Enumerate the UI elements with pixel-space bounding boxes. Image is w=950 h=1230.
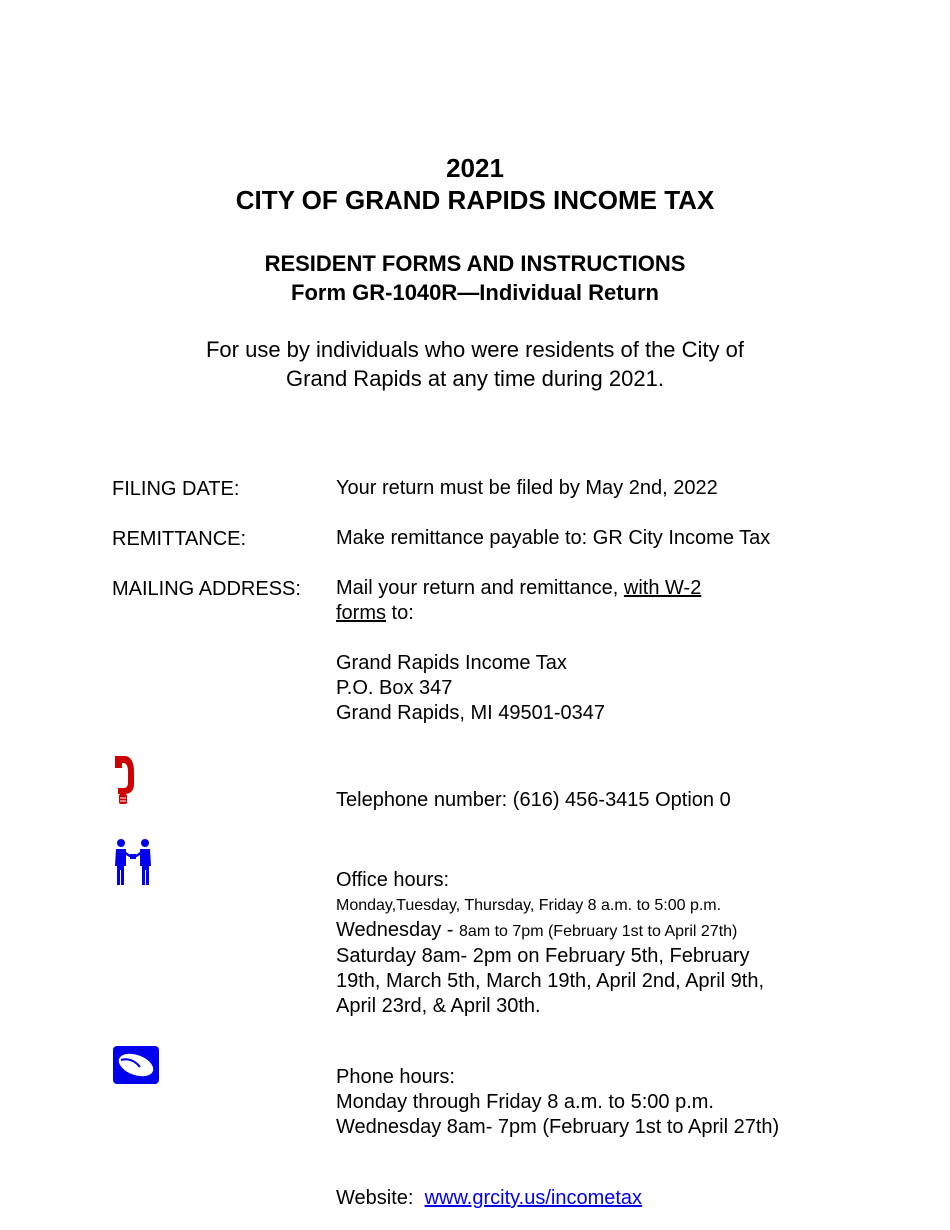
mailing-text-underline-1: with W-2 [623,577,702,599]
website-label: Website: [336,1187,425,1209]
address-line-2: P.O. Box 347 [336,677,453,699]
address-line-1: Grand Rapids Income Tax [336,652,567,674]
office-hours-heading: Office hours: [336,869,450,891]
document-subtitle: RESIDENT FORMS AND INSTRUCTIONS [264,251,686,276]
mailing-address-block [336,651,605,726]
intro-line-2: Grand Rapids at any time during 2021. [286,366,664,391]
mailing-text-before: Mail your return and remittance, [336,577,624,599]
mailing-instruction [336,576,701,626]
phone-hours-block [336,1065,779,1140]
mailing-text-underline-2: forms [336,602,386,624]
phone-hours-heading: Phone hours: [336,1066,455,1088]
mouse-icon [112,1045,160,1085]
form-name: Form GR-1040R—Individual Return [291,280,659,305]
document-title: CITY OF GRAND RAPIDS INCOME TAX [235,185,715,215]
telephone-number: Telephone number: (616) 456-3415 Option 0 [336,789,731,811]
website-link[interactable]: www.grcity.us/incometax [424,1187,643,1209]
phone-hours-line-2: Wednesday 8am- 7pm (February 1st to April 27th) [336,1116,780,1138]
mailing-address-label: MAILING ADDRESS: [112,578,301,600]
office-hours-line-2 [336,918,764,944]
office-hours-line-5: April 23rd, & April 30th. [336,995,541,1017]
office-hours-line-4: 19th, March 5th, March 19th, April 2nd, April 9th, [336,970,765,992]
filing-date-label: FILING DATE: [112,478,240,500]
office-hours-line-1: Monday,Tuesday, Thursday, Friday 8 a.m. to 5:00 p.m. [336,897,722,914]
document-year: 2021 [446,153,504,183]
phone-hours-line-1: Monday through Friday 8 a.m. to 5:00 p.m. [336,1091,714,1113]
office-hours-block [336,868,764,1019]
mailing-text-after: to: [386,602,414,624]
people-icon [112,838,154,886]
filing-date-text: Your return must be filed by May 2nd, 2022 [336,477,718,499]
remittance-text: Make remittance payable to: GR City Income Tax [336,527,771,549]
address-line-3: Grand Rapids, MI 49501-0347 [336,702,606,724]
office-hours-wednesday-times: 8am to 7pm (February 1st to April 27th) [459,923,738,940]
telephone-icon [112,754,138,806]
intro-line-1: For use by individuals who were residents of the City of [205,337,745,362]
office-hours-wednesday: Wednesday - [336,919,460,941]
remittance-label: REMITTANCE: [112,528,247,550]
office-hours-line-3: Saturday 8am- 2pm on February 5th, February [336,945,750,967]
website-line [336,1186,642,1211]
